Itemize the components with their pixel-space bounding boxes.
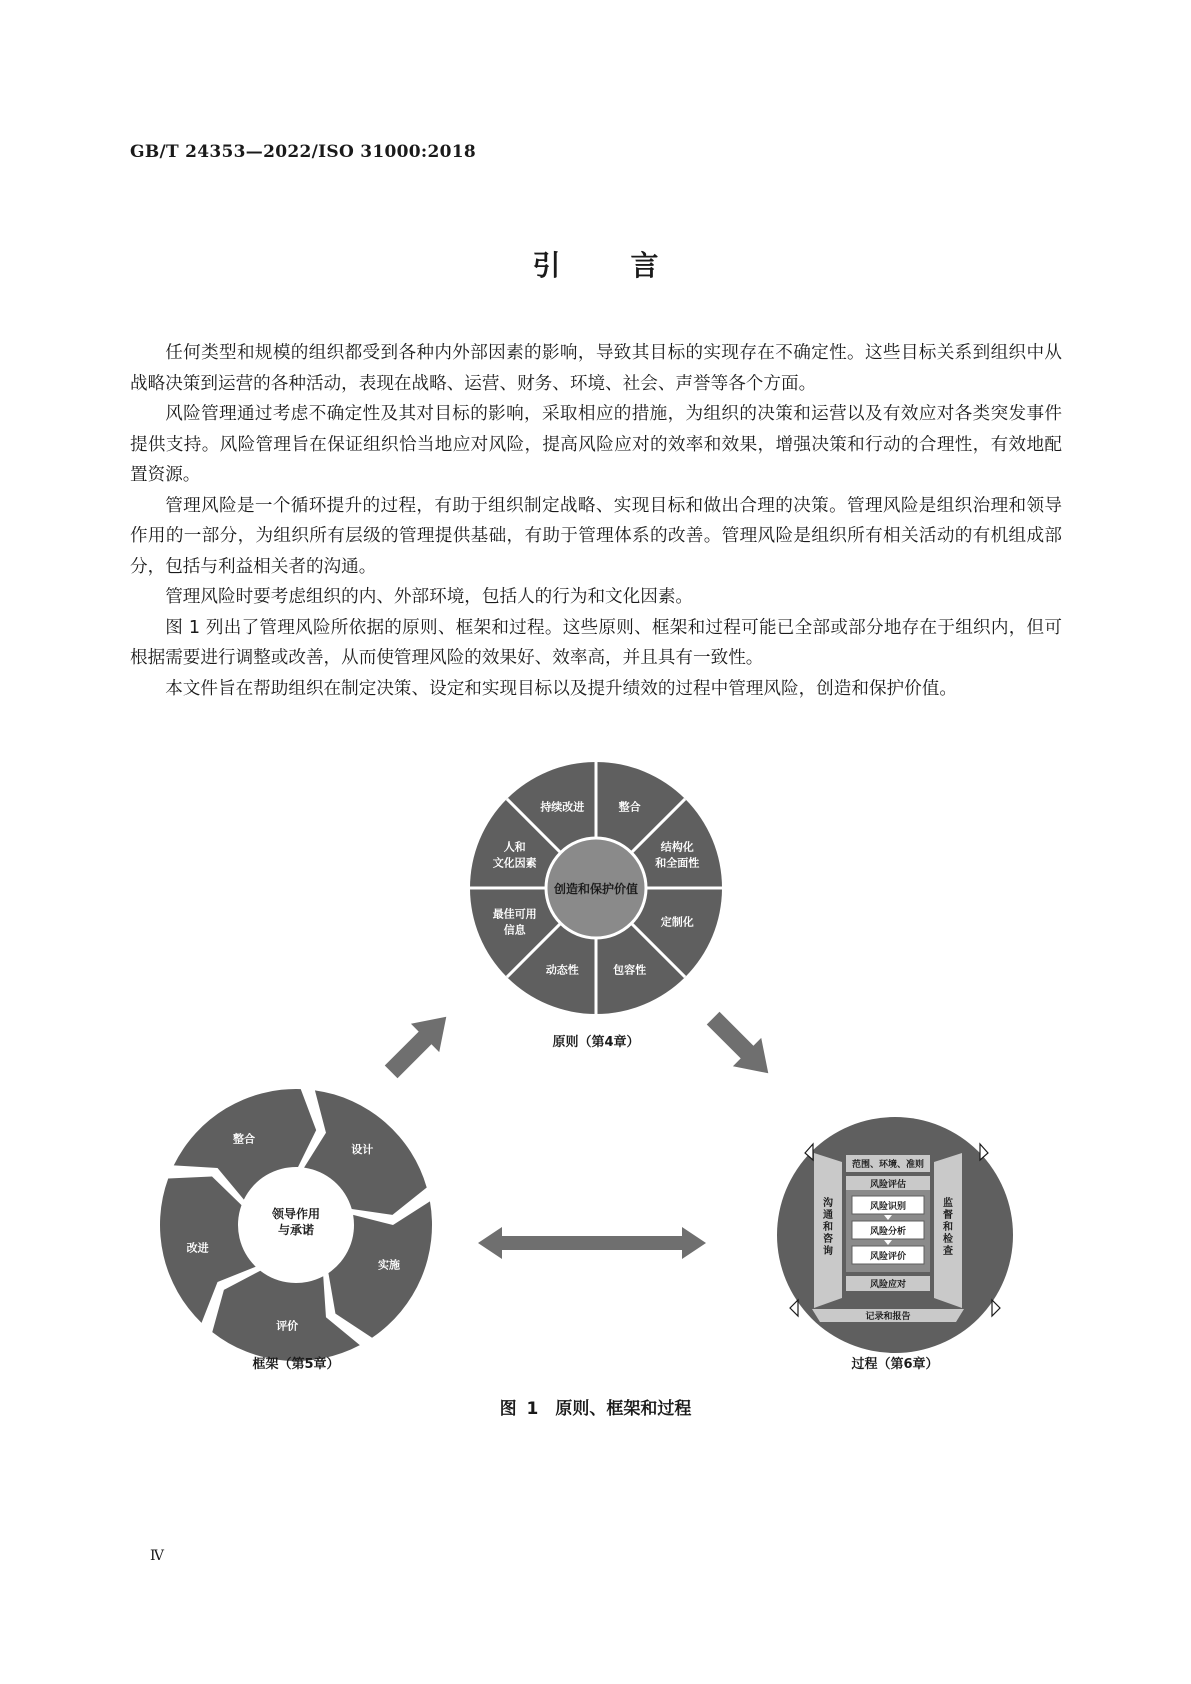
communication-label: 通	[823, 1210, 833, 1221]
principle-segment-label: 动态性	[545, 963, 579, 977]
framework-segment-label: 设计	[351, 1142, 374, 1156]
paragraph: 本文件旨在帮助组织在制定决策、设定和实现目标以及提升绩效的过程中管理风险，创造和保护价值。	[165, 678, 957, 699]
monitoring-label: 检	[943, 1234, 953, 1245]
framework-center-label: 与承诺	[277, 1223, 315, 1237]
monitoring-label: 查	[943, 1246, 953, 1257]
communication-label: 询	[823, 1246, 833, 1257]
communication-label: 和	[823, 1222, 833, 1233]
figure-caption: 图 1 原则、框架和过程	[499, 1399, 692, 1419]
paragraph: 图 1 列出了管理风险所依据的原则、框架和过程。这些原则、框架和过程可能已全部或部分地存在于组织内，但可根据需要进行调整或改善，从而使管理风险的效果好、效率高，并且具有一致性。	[130, 617, 1062, 668]
principles-framework-process-diagram	[0, 760, 1191, 1400]
assessment-step-label: 风险识别	[869, 1202, 907, 1212]
framework-label: 框架（第5章）	[252, 1357, 340, 1372]
principle-segment-label: 文化因素	[492, 856, 537, 870]
page-number: Ⅳ	[150, 1548, 164, 1564]
principle-segment-label: 信息	[503, 923, 526, 937]
paragraph: 任何类型和规模的组织都受到各种内外部因素的影响，导致其目标的实现存在不确定性。这些目标关系到组织中从战略决策到运营的各种活动，表现在战略、运营、财务、环境、社会、声誉等各个方面。	[130, 343, 1062, 394]
framework-segment-label: 评价	[276, 1319, 299, 1333]
principle-segment-label: 和全面性	[655, 856, 700, 870]
principles-label: 原则（第4章）	[552, 1035, 640, 1050]
principle-segment-label: 持续改进	[540, 800, 585, 814]
principle-segment-label: 人和	[503, 840, 526, 854]
principles-center-label: 创造和保护价值	[553, 882, 639, 896]
communication-label: 咨	[823, 1234, 833, 1245]
paragraph: 管理风险是一个循环提升的过程，有助于组织制定战略、实现目标和做出合理的决策。管理风险是组织治理和领导作用的一部分，为组织所有层级的管理提供基础，有助于管理体系的改善。管理风险是组织所有相关活动的有机组成部分，包括与利益相关者的沟通。	[130, 495, 1062, 577]
principle-segment-label: 定制化	[660, 915, 694, 929]
treatment-label: 风险应对	[869, 1280, 907, 1290]
arrow-principles-to-process	[699, 1004, 782, 1087]
principles-wheel	[470, 762, 722, 1050]
body-text	[130, 338, 1062, 704]
principle-segment-label: 最佳可用	[492, 907, 537, 921]
double-arrow-framework-process	[478, 1227, 706, 1259]
corner-marker	[790, 1300, 798, 1316]
framework-segment-label: 实施	[377, 1258, 400, 1272]
communication-label: 沟	[823, 1198, 833, 1209]
paragraph: 管理风险时要考虑组织的内、外部环境，包括人的行为和文化因素。	[165, 587, 694, 607]
framework-center-label: 领导作用	[271, 1207, 321, 1221]
section-title: 引言	[532, 249, 729, 282]
records-label: 记录和报告	[865, 1312, 911, 1322]
principle-segment-label: 整合	[618, 800, 641, 814]
arrow-principles-to-framework	[377, 1003, 460, 1086]
process-label: 过程（第6章）	[851, 1357, 939, 1372]
assessment-step-label: 风险分析	[869, 1227, 907, 1237]
scope-label: 范围、环境、准则	[851, 1160, 925, 1170]
framework-segment-label: 改进	[186, 1241, 209, 1255]
figure-1	[0, 760, 1191, 1400]
assessment-step-label: 风险评价	[869, 1252, 907, 1262]
principle-segment-label: 包容性	[613, 963, 647, 977]
corner-marker	[992, 1300, 1000, 1316]
standard-code: GB/T 24353—2022/ISO 31000:2018	[130, 142, 477, 162]
monitoring-label: 和	[943, 1222, 953, 1233]
assessment-label: 风险评估	[869, 1180, 907, 1190]
framework-segment-label: 整合	[232, 1132, 255, 1146]
monitoring-label: 督	[943, 1210, 953, 1221]
framework-cycle	[160, 1089, 432, 1372]
process-diagram	[777, 1117, 1013, 1372]
principle-segment-label: 结构化	[660, 840, 694, 854]
paragraph: 风险管理通过考虑不确定性及其对目标的影响，采取相应的措施，为组织的决策和运营以及有效应对各类突发事件提供支持。风险管理旨在保证组织恰当地应对风险，提高风险应对的效率和效果，增强决策和行动的合理性，有效地配置资源。	[130, 404, 1062, 485]
monitoring-label: 监	[943, 1198, 953, 1209]
